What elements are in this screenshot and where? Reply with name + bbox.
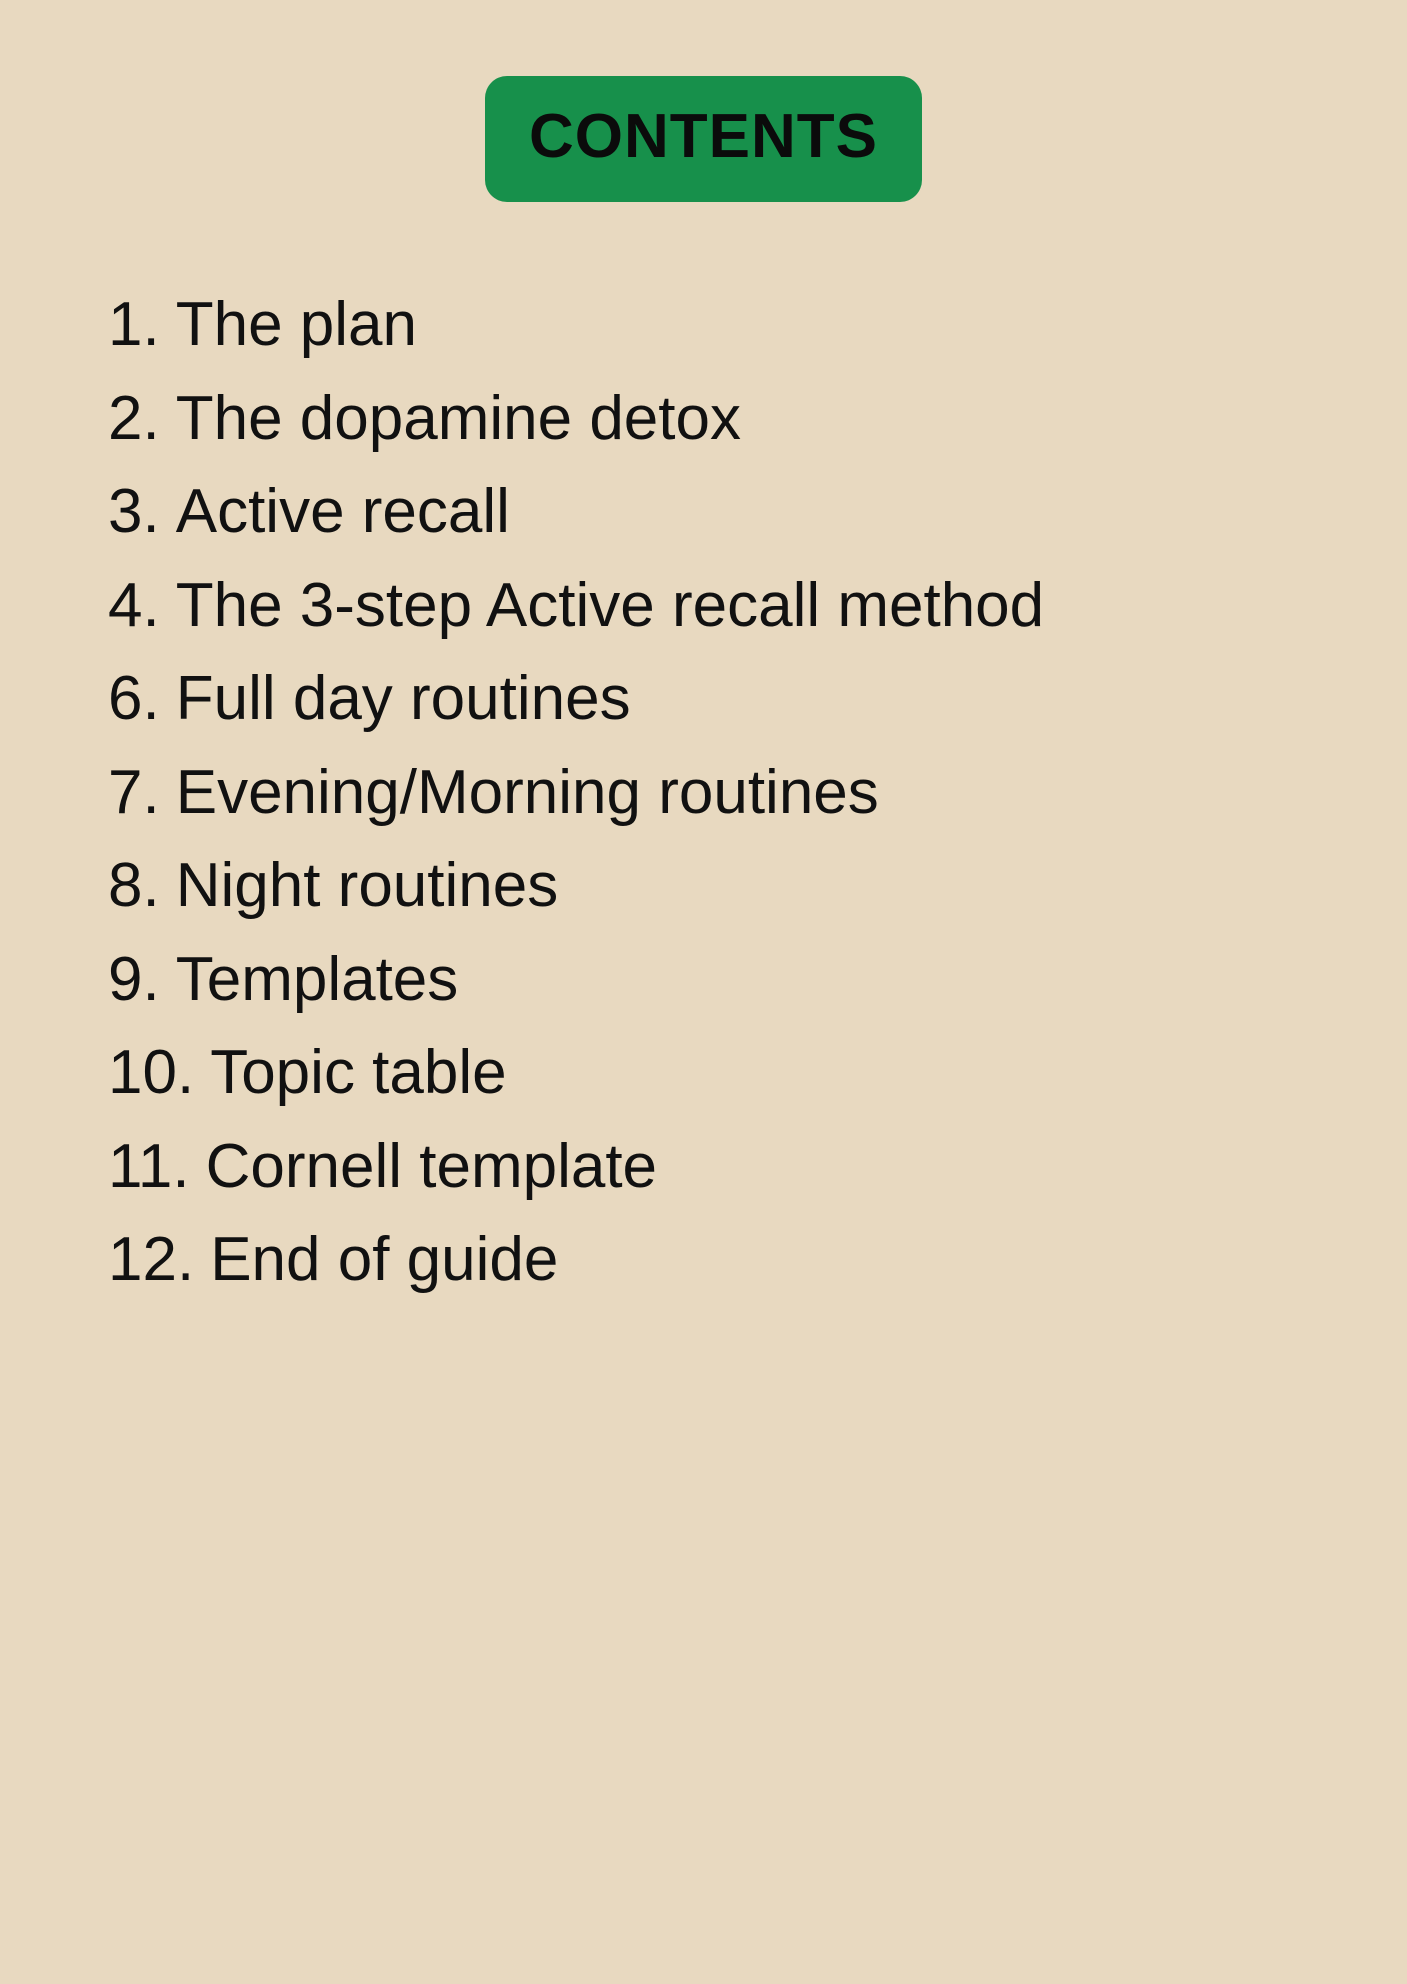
list-item-number: 8. — [108, 851, 160, 920]
contents-list — [0, 202, 1407, 1299]
list-item-label: Cornell template — [205, 1131, 658, 1201]
list-item[interactable] — [108, 473, 1407, 551]
list-item-number: 12. — [108, 1225, 195, 1294]
list-item[interactable] — [108, 1128, 1407, 1206]
list-item-label: The plan — [175, 290, 417, 359]
page-title: CONTENTS — [485, 76, 922, 202]
list-item[interactable] — [108, 286, 1407, 364]
list-item-number: 11. — [108, 1131, 190, 1201]
list-item-label: The dopamine detox — [175, 383, 741, 453]
list-item-number: 9. — [108, 944, 160, 1014]
list-item[interactable] — [108, 1034, 1407, 1112]
list-item[interactable] — [108, 847, 1407, 925]
list-item-number: 6. — [108, 664, 160, 733]
list-item[interactable] — [108, 380, 1407, 458]
list-item-label: Templates — [175, 944, 459, 1014]
list-item-label: The 3-step Active recall method — [175, 570, 1045, 640]
list-item[interactable] — [108, 754, 1407, 832]
list-item-label: Full day routines — [175, 664, 631, 733]
list-item-number: 3. — [108, 477, 160, 546]
list-item-label: Topic table — [210, 1038, 507, 1107]
list-item-label: Night routines — [175, 851, 559, 920]
list-item[interactable] — [108, 660, 1407, 738]
list-item-number: 10. — [108, 1038, 195, 1107]
list-item[interactable] — [108, 1221, 1407, 1299]
list-item-label: End of guide — [210, 1225, 559, 1294]
list-item-number: 7. — [108, 757, 160, 827]
list-item-number: 1. — [108, 290, 160, 359]
list-item[interactable] — [108, 567, 1407, 645]
list-item-number: 2. — [108, 383, 160, 453]
page-title-container — [0, 0, 1407, 202]
list-item-label: Active recall — [175, 477, 510, 546]
list-item-label: Evening/Morning routines — [175, 757, 879, 827]
list-item-number: 4. — [108, 570, 160, 640]
list-item[interactable] — [108, 941, 1407, 1019]
